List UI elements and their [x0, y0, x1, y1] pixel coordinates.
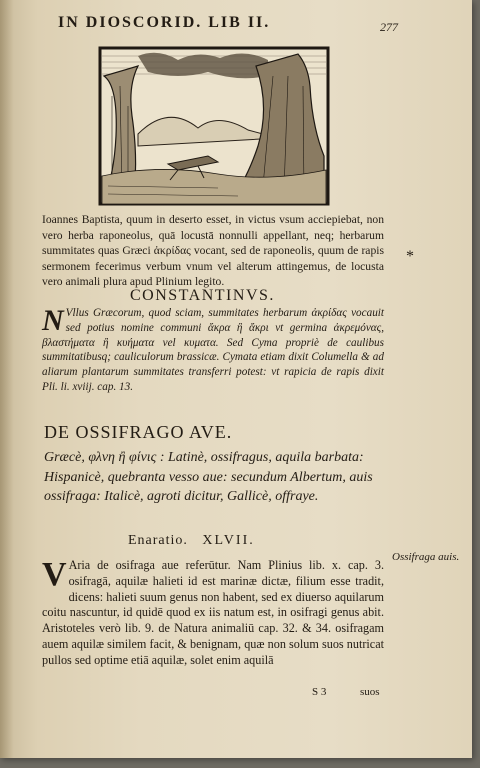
- paragraph-text: Ioannes Baptista, quum in deserto esset, in victus vsum acciepiebat, non vero herba raponeolus, quā locustā nonnulli appellant, neq; herbarum summitates quas Græci ἀκρίδας vocant, sed de raponeolis, quum de rapis sermonem fecerimus verbum vnum vel alterum attingemus, de locusta vero animali plura apud Plinium legito.: [42, 213, 384, 289]
- constantinus-heading: CONSTANTINVS.: [130, 287, 275, 304]
- constantinus-dropcap: N: [42, 304, 64, 337]
- constantinus-body: Vllus Græcorum, quod sciam, summitates herbarum ἀκρίδας vocauit sed potius nomine communi ἄκρα ἢ ἄκρι vt germina ἀκρεμόνας, βλαστήματα ἢ κυήματα vel κυματα. Sed Cyma propriè de caulibus summitatibusq; cauliculorum brassicæ. Cymata etiam dixit Columella & ad aliarum plantarum summitates transferri potest: vt rapicia de rapis dixit Pli. li. xviij. cap. 13.: [42, 307, 384, 393]
- margin-note-ossifraga: Ossifraga auis.: [392, 551, 460, 563]
- section-synonyms: Græcè, φλνη ἢ φίνις : Latinè, ossifragus, aquila barbata: Hispanicè, quebranta vesso aue: secundum Albertum, auis ossifraga: Italicè, agroti dicitur, Gallicè, offraye.: [44, 450, 373, 504]
- signature-mark: S 3: [312, 686, 327, 698]
- enaratio-number: XLVII.: [202, 533, 255, 548]
- constantinus-text: [42, 306, 384, 395]
- running-title: IN DIOSCORID. LIB II.: [58, 14, 271, 31]
- enaratio-heading: [128, 533, 255, 549]
- catchword: suos: [360, 686, 380, 698]
- paragraph-locusta: [42, 212, 384, 290]
- section-title: DE OSSIFRAGO AVE.: [44, 422, 233, 442]
- main-dropcap: V: [42, 556, 67, 593]
- page-number: 277: [380, 20, 398, 34]
- enaratio-label: Enaratio.: [128, 533, 188, 548]
- margin-asterisk: *: [406, 248, 414, 265]
- main-body: Aria de osifraga aue referūtur. Nam Plinius lib. x. cap. 3. osifragā, aquilæ halieti id est marinæ dictæ, filium esse tradit, dicens: halieti suum genus non habent, sed ex diuerso aquilarum coitu nascuntur, id quidē quod ex iis natum est, in osifragi genus abit. Aristoteles verò lib. 9. de Natura animaliū cap. 32. & 34. osifragam auem aquilæ similem facit, & benignam, quæ non solum suos nutricat pullos sed optime etiā aquilæ, solet enim aquilā: [42, 558, 384, 667]
- main-text: [42, 558, 384, 669]
- woodcut-illustration: [98, 46, 330, 206]
